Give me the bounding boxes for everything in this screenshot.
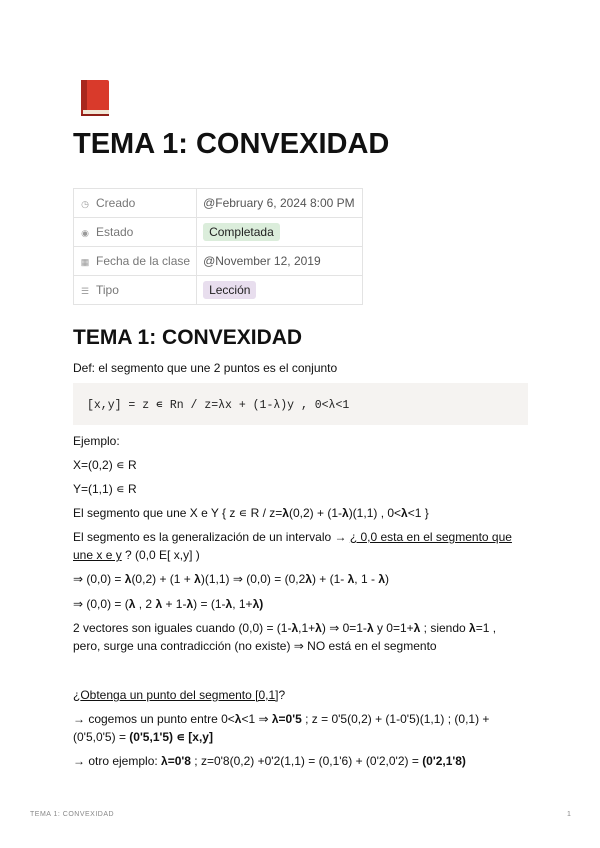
footer-title: TEMA 1: CONVEXIDAD xyxy=(30,811,115,818)
point-example-1-cont: (0'5,0'5) = (0'5,1'5) ∊ [x,y] xyxy=(73,730,213,744)
code-text: [x,y] = z ∊ Rn / z=λx + (1-λ)y , 0<λ<1 xyxy=(87,399,350,412)
red-book-icon xyxy=(77,79,111,117)
property-row-status xyxy=(74,218,363,247)
equation-1: ⇒ (0,0) = λ(0,2) + (1 + λ)(1,1) ⇒ (0,0) = (0,2λ) + (1- λ, 1 - λ) xyxy=(73,572,389,586)
page-number: 1 xyxy=(567,811,572,818)
vectors-text: 2 vectores son iguales cuando (0,0) = (1-λ,1+λ) ⇒ 0=1-λ y 0=1+λ ; siendo λ=1 , xyxy=(73,621,497,635)
definition-text: Def: el segmento que une 2 puntos es el conjunto xyxy=(73,361,338,375)
calendar-icon: ▦ xyxy=(80,257,90,267)
point-example-1: → cogemos un punto entre 0<λ<1 ⇒ λ=0'5 ; z = 0'5(0,2) + (1-0'5)(1,1) ; (0,1) + xyxy=(73,712,490,726)
clock-icon: ◷ xyxy=(81,199,89,209)
question-text: ¿Obtenga un punto del segmento [0,1]? xyxy=(73,688,286,702)
vectors-text-cont: pero, surge una contradicción (no existe) ⇒ NO está en el segmento xyxy=(73,639,437,653)
point-example-2: → otro ejemplo: λ=0'8 ; z=0'8(0,2) +0'2(1,1) = (0,1'6) + (0'2,0'2) = (0'2,1'8) xyxy=(73,754,466,768)
properties-table xyxy=(73,188,363,305)
generalization-text: El segmento es la generalización de un intervalo → ¿ 0,0 esta en el segmento que xyxy=(73,530,512,544)
example-label: Ejemplo: xyxy=(73,434,120,448)
y-definition: Y=(1,1) ∊ R xyxy=(73,482,137,496)
equation-2: ⇒ (0,0) = (λ , 2 λ + 1-λ) = (1-λ, 1+λ) xyxy=(73,597,264,611)
property-key: Creado xyxy=(96,196,136,210)
created-value: @February 6, 2024 8:00 PM xyxy=(203,196,355,210)
status-icon: ◉ xyxy=(81,228,89,238)
section-heading: TEMA 1: CONVEXIDAD xyxy=(73,326,303,349)
property-row-type xyxy=(74,276,363,305)
status-tag[interactable]: Completada xyxy=(203,223,280,241)
property-key: Estado xyxy=(96,225,134,239)
list-icon: ☰ xyxy=(80,286,90,296)
segment-text: El segmento que une X e Y { z ∊ R / z=λ(0,2) + (1-λ)(1,1) , 0<λ<1 } xyxy=(73,506,429,520)
property-key: Fecha de la clase xyxy=(96,254,191,268)
property-row-created xyxy=(74,189,363,218)
generalization-text-cont: une x e y ? (0,0 E[ x,y] ) xyxy=(73,548,200,562)
page-title: TEMA 1: CONVEXIDAD xyxy=(73,128,390,160)
property-row-date xyxy=(74,247,363,276)
type-tag[interactable]: Lección xyxy=(203,281,256,299)
x-definition: X=(0,2) ∊ R xyxy=(73,458,137,472)
class-date-value: @November 12, 2019 xyxy=(203,254,321,268)
property-key: Tipo xyxy=(96,283,119,297)
code-block xyxy=(73,383,528,425)
